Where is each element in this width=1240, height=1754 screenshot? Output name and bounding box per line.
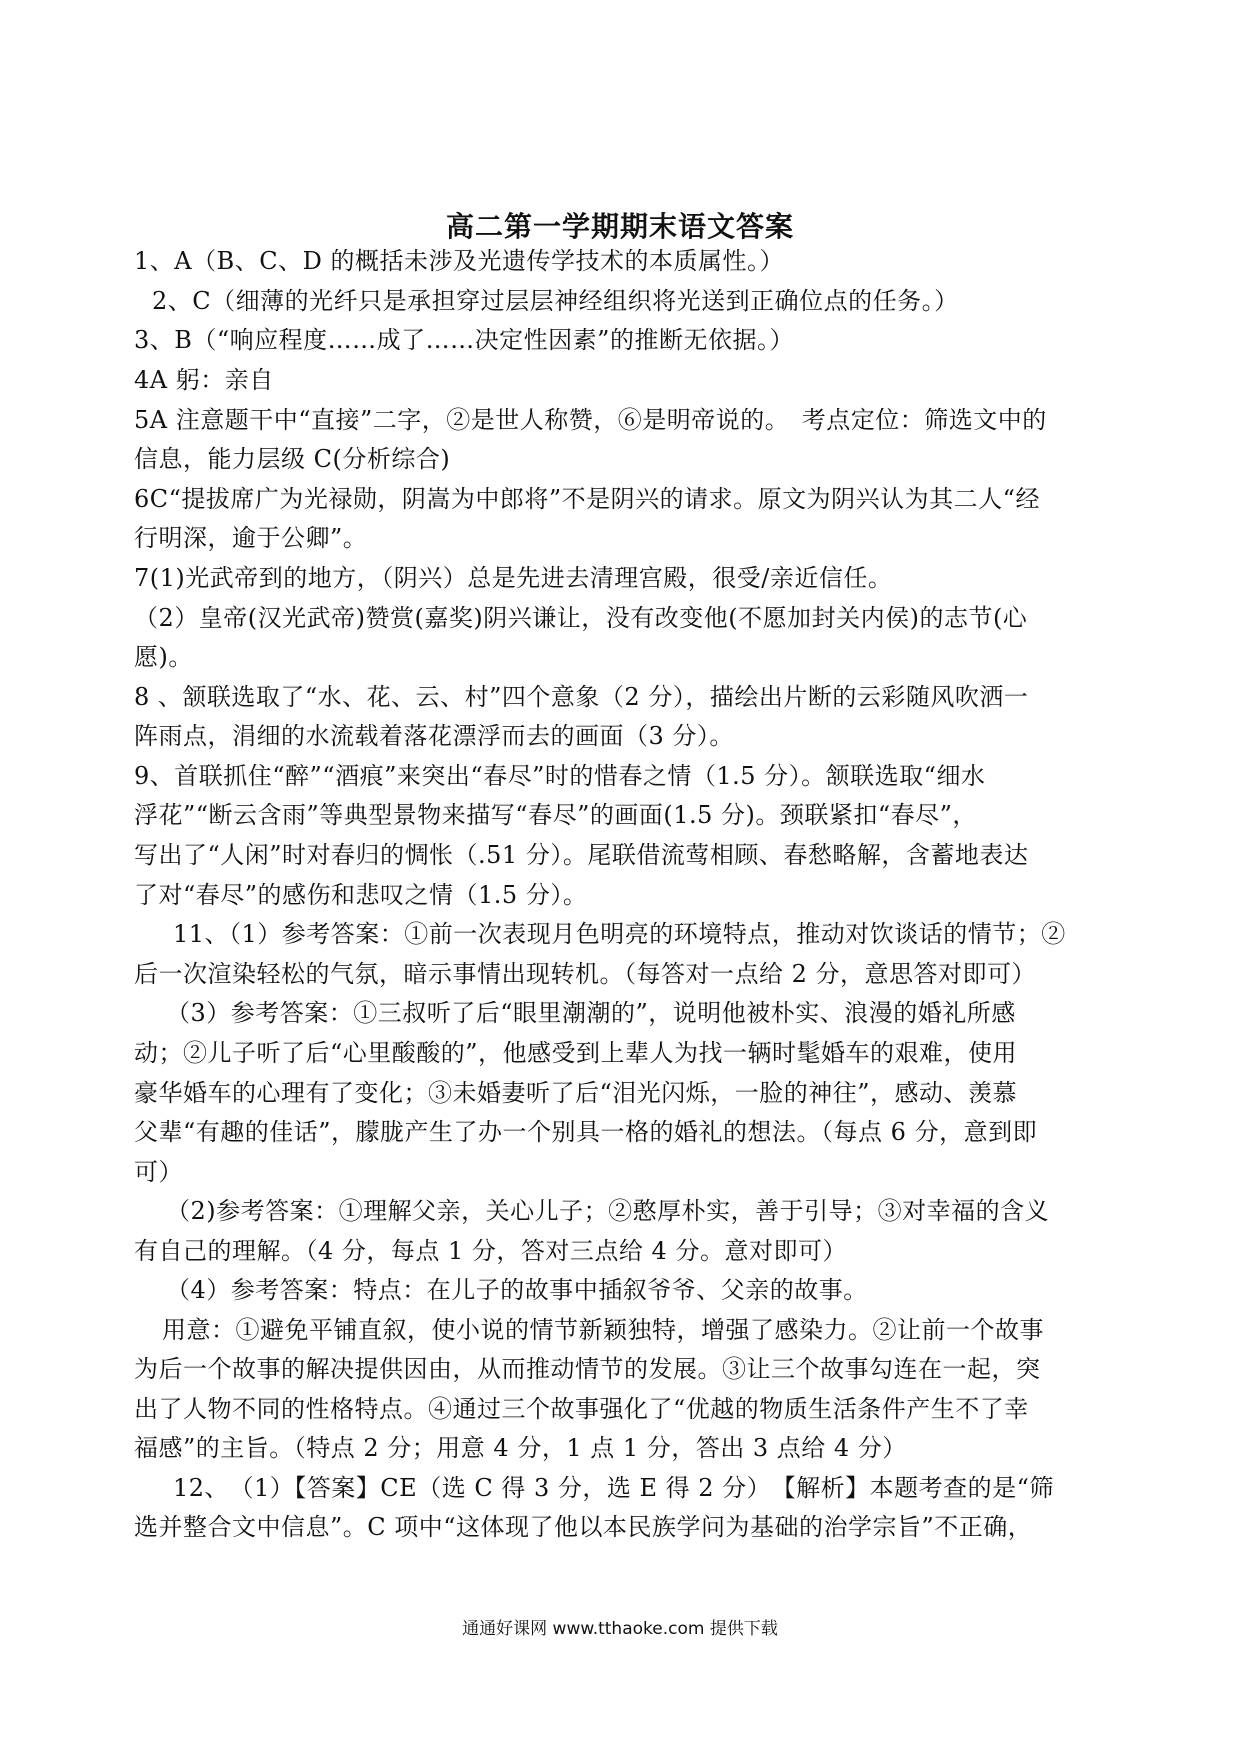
answer-line-18: 11、（1）参考答案：①前一次表现月色明亮的环境特点，推动对饮谈话的情节；②: [173, 920, 1066, 948]
answer-line-31: 福感”的主旨。（特点 2 分；用意 4 分，1 点 1 分，答出 3 点给 4 分）: [134, 1434, 907, 1462]
answer-line-27: （4）参考答案：特点：在儿子的故事中插叙爷爷、父亲的故事。: [166, 1276, 868, 1304]
answer-line-26: 有自己的理解。（4 分，每点 1 分，答对三点给 4 分。意对即可）: [134, 1237, 847, 1265]
answer-line-9: 7(1)光武帝到的地方，（阴兴）总是先进去清理宫殿，很受/亲近信任。: [134, 564, 893, 592]
answer-line-23: 父辈“有趣的佳话”，朦胧产生了办一个别具一格的婚礼的想法。（每点 6 分，意到即: [134, 1118, 1038, 1146]
answer-line-14: 9、首联抓住“醉”“酒痕”来突出“春尽”时的惜春之情（1.5 分）。颔联选取“细水: [134, 762, 986, 790]
answer-line-5: 5A 注意题干中“直接”二字，②是世人称赞，⑥是明帝说的。 考点定位：筛选文中的: [134, 406, 1047, 434]
answer-line-10: （2）皇帝(汉光武帝)赞赏(嘉奖)阴兴谦让，没有改变他(不愿加封关内侯)的志节(心: [134, 604, 1028, 632]
answer-line-21: 动；②儿子听了后“心里酸酸的”，他感受到上辈人为找一辆时髦婚车的艰难，使用: [134, 1039, 1018, 1067]
answer-line-15: 浮花”“断云含雨”等典型景物来描写“春尽”的画面(1.5 分)。颈联紧扣“春尽”，: [134, 801, 977, 829]
answer-line-20: （3）参考答案：①三叔听了后“眼里潮潮的”，说明他被朴实、浪漫的婚礼所感: [166, 999, 1016, 1027]
answer-line-2: 2、C（细薄的光纤只是承担穿过层层神经组织将光送到正确位点的任务。）: [152, 287, 959, 315]
answer-line-16: 写出了“人闲”时对春归的惆怅（.51 分）。尾联借流莺相顾、春愁略解，含蓄地表达: [134, 841, 1029, 869]
answer-line-12: 8 、颔联选取了“水、花、云、村”四个意象（2 分），描绘出片断的云彩随风吹洒一: [134, 683, 1029, 711]
answer-line-28: 用意：①避免平铺直叙，使小说的情节新颖独特，增强了感染力。②让前一个故事: [162, 1316, 1044, 1344]
answer-line-33: 选并整合文中信息”。C 项中“这体现了他以本民族学问为基础的治学宗旨”不正确，: [134, 1513, 1033, 1541]
answer-line-8: 行明深，逾于公卿”。: [134, 524, 368, 552]
answer-line-24: 可）: [134, 1158, 183, 1186]
answer-line-17: 了对“春尽”的感伤和悲叹之情（1.5 分）。: [134, 881, 588, 909]
answer-line-4: 4A 躬：亲自: [134, 366, 274, 394]
answer-line-1: 1、A（B、C、D 的概括未涉及光遗传学技术的本质属性。）: [134, 247, 784, 275]
answer-line-3: 3、B（“响应程度……成了……决定性因素”的推断无依据。）: [134, 326, 794, 354]
answer-line-6: 信息，能力层级 C(分析综合): [134, 445, 451, 473]
answer-line-13: 阵雨点，涓细的水流载着落花漂浮而去的画面（3 分）。: [134, 722, 734, 750]
document-title: 高二第一学期期末语文答案: [445, 210, 794, 243]
answer-line-19: 后一次渲染轻松的气氛，暗示事情出现转机。（每答对一点给 2 分，意思答对即可）: [134, 960, 1037, 988]
answer-line-7: 6C“提拔席广为光禄勋，阴嵩为中郎将”不是阴兴的请求。原文为阴兴认为其二人“经: [134, 485, 1040, 513]
answer-line-25: （2)参考答案：①理解父亲，关心儿子；②憨厚朴实，善于引导；③对幸福的含义: [166, 1197, 1050, 1225]
answer-line-29: 为后一个故事的解决提供因由，从而推动情节的发展。③让三个故事勾连在一起，突: [134, 1355, 1041, 1383]
answer-line-32: 12、 （1）【答案】CE（选 C 得 3 分，选 E 得 2 分） 【解析】本题考查的是“筛: [173, 1474, 1054, 1502]
footer-source: 通通好课网 www.tthaoke.com 提供下载: [462, 1619, 778, 1639]
answer-line-30: 出了人物不同的性格特点。④通过三个故事强化了“优越的物质生活条件产生不了幸: [134, 1395, 1029, 1423]
answer-line-22: 豪华婚车的心理有了变化；③未婚妻听了后“泪光闪烁，一脸的神往”，感动、羡慕: [134, 1079, 1018, 1107]
answer-line-11: 愿)。: [134, 643, 193, 671]
